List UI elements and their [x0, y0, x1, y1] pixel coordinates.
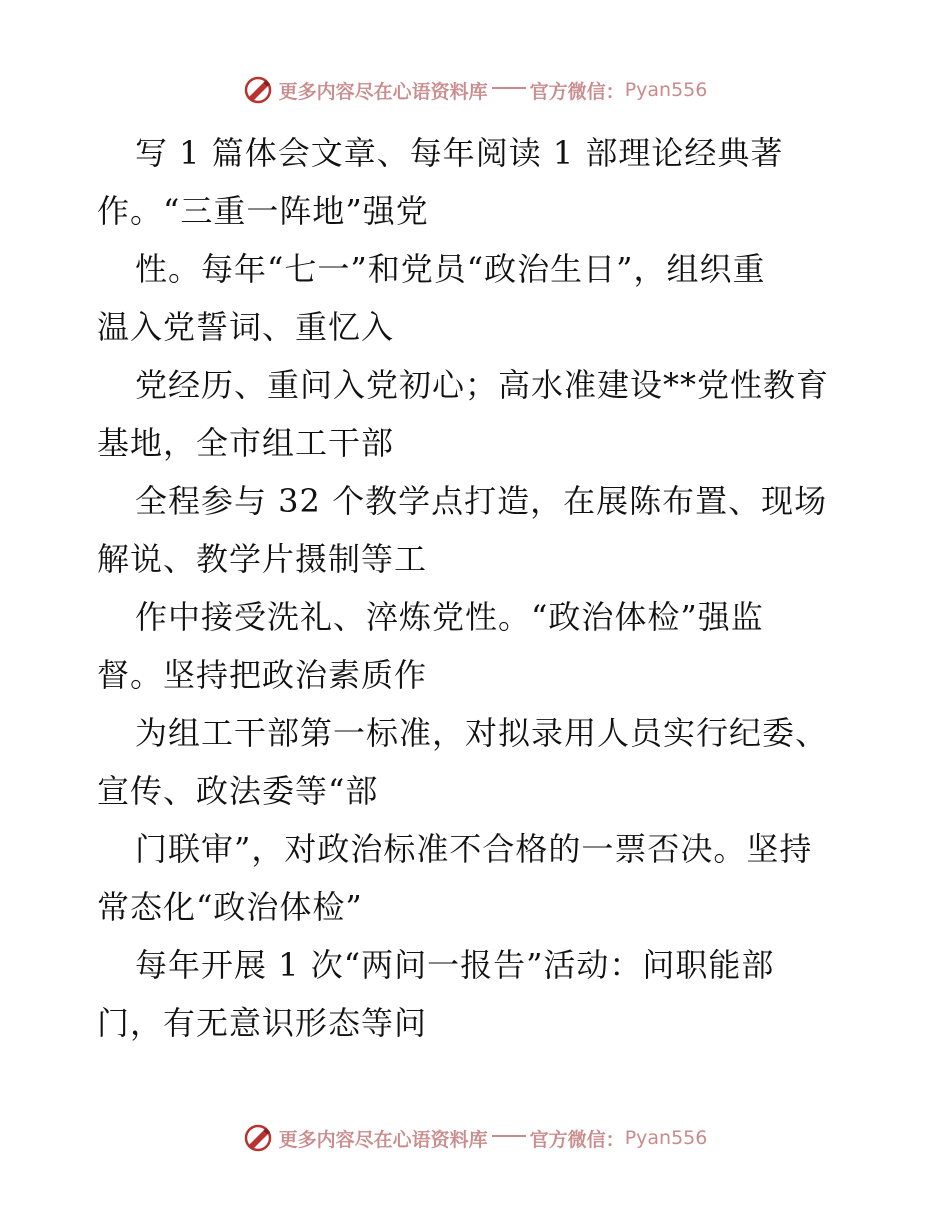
- watermark-label: 官方微信：: [529, 1128, 625, 1151]
- text-line: 党经历、重问入党初心；高水准建设**党性教育: [135, 366, 830, 404]
- text-line: 写 1 篇体会文章、每年阅读 1 部理论经典著: [135, 134, 784, 172]
- text-line: 宣传、政法委等“部: [97, 772, 379, 810]
- footer-watermark: [0, 1118, 950, 1158]
- text-line: 为组工干部第一标准，对拟录用人员实行纪委、: [135, 714, 829, 752]
- watermark-account: Pyan556: [624, 1127, 708, 1149]
- watermark-text: 更多内容尽在心语资料库: [278, 80, 488, 103]
- pen-logo-icon: [243, 1123, 273, 1153]
- watermark-account: Pyan556: [624, 79, 708, 101]
- text-line: 每年开展 1 次“两问一报告”活动：问职能部: [135, 946, 775, 984]
- text-line: 基地，全市组工干部: [97, 424, 395, 462]
- pen-logo-icon: [243, 75, 273, 105]
- text-line: 督。坚持把政治素质作: [97, 656, 428, 694]
- watermark-separator: [492, 1135, 526, 1137]
- document-body: [97, 124, 897, 1052]
- text-line: 作中接受洗礼、淬炼党性。“政治体检”强监: [135, 598, 764, 636]
- watermark-label: 官方微信：: [529, 80, 625, 103]
- text-line: 解说、教学片摄制等工: [97, 540, 428, 578]
- text-line: 门联审”，对政治标准不合格的一票否决。坚持: [135, 830, 813, 868]
- header-watermark: [0, 70, 950, 110]
- watermark-text: 更多内容尽在心语资料库: [278, 1128, 488, 1151]
- text-line: 作。“三重一阵地”强党: [97, 192, 429, 230]
- text-line: 全程参与 32 个教学点打造，在展陈布置、现场: [135, 482, 828, 520]
- text-line: 常态化“政治体检”: [97, 888, 363, 926]
- text-line: 门，有无意识形态等问: [97, 1004, 428, 1042]
- watermark-separator: [492, 87, 526, 89]
- text-line: 性。每年“七一”和党员“政治生日”，组织重: [135, 250, 766, 288]
- text-line: 温入党誓词、重忆入: [97, 308, 395, 346]
